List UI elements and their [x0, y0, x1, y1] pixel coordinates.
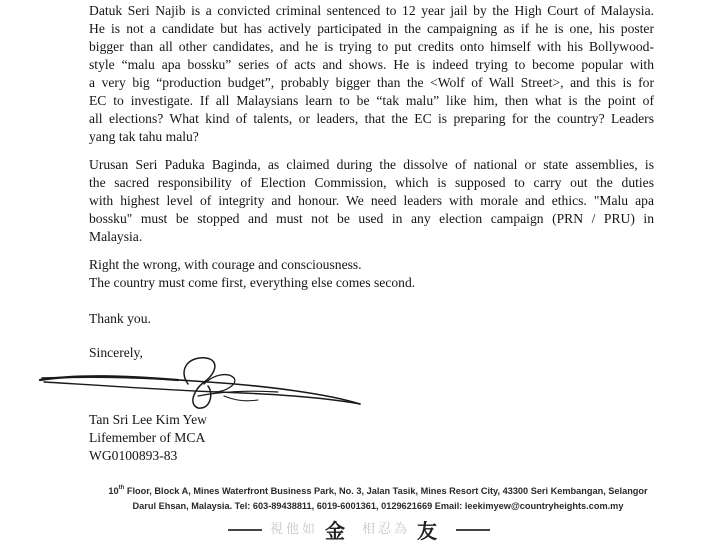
paragraph-line: a very big “production budget”, probably bigger than the <Wolf of Wall Street>, and this is for — [89, 75, 654, 90]
address-text: Floor, Block A, Mines Waterfront Business Park, No. 3, Jalan Tasik, Mines Resort City, 43300 Seri Kembangan, Selangor — [124, 486, 648, 496]
motto-bold-left: 金 — [325, 519, 345, 543]
paragraph-line: Datuk Seri Najib is a convicted criminal sentenced to 12 year jail by the High Court of Malaysia. — [89, 3, 654, 18]
signatory-name: Tan Sri Lee Kim Yew — [89, 412, 207, 427]
paragraph-line: all elections? What kind of talents, or leaders, that the EC is preparing for the country? Leaders — [89, 111, 654, 126]
handwritten-signature — [38, 352, 368, 412]
paragraph-najib — [89, 2, 654, 146]
paragraph-line: Urusan Seri Paduka Baginda, as claimed during the dissolve of national or state assemblies, is — [89, 157, 654, 172]
motto-left-dash — [228, 529, 262, 531]
paragraph-line: Malaysia. — [89, 229, 143, 244]
letterhead-footer — [88, 484, 668, 514]
paragraph-line: style “malu apa bossku” series of acts and shows. He is indeed trying to become popular with — [89, 57, 654, 72]
motto-bold-right: 友 — [417, 519, 437, 543]
floor-number: 10 — [108, 486, 119, 496]
paragraph-line: The country must come first, everything else comes second. — [89, 275, 416, 290]
motto-faint-right: 相忍為 — [362, 522, 411, 537]
chinese-motto-stamp — [228, 514, 528, 544]
paragraph-right-the-wrong — [89, 256, 654, 292]
motto-right-dash — [456, 529, 490, 531]
paragraph-line: bossku" must be stopped and must not be used in any election campaign (PRN / PRU) in — [89, 211, 654, 226]
paragraph-line: yang tak tahu malu? — [89, 129, 199, 144]
closing-sincerely: Sincerely, — [89, 345, 143, 360]
closing-thanks: Thank you. — [89, 311, 151, 326]
signatory-id: WG0100893-83 — [89, 448, 178, 463]
paragraph-election-commission — [89, 156, 654, 246]
paragraph-line: with highest level of integrity and honour. We need leaders with morale and ethics. "Malu apa — [89, 193, 654, 208]
signatory-title: Lifemember of MCA — [89, 430, 206, 445]
paragraph-line: Right the wrong, with courage and consciousness. — [89, 257, 362, 272]
footer-contact-line: Darul Ehsan, Malaysia. Tel: 603-89438811, 6019-6001361, 0129621669 Email: leekimyew@countryheights.com.my — [132, 501, 624, 511]
floor-suffix: th — [118, 485, 125, 491]
footer-address-line — [88, 484, 668, 499]
paragraph-line: bigger than all other candidates, and he is trying to put credits onto himself with his Bollywood- — [89, 39, 654, 54]
signatory-block — [89, 411, 207, 465]
paragraph-line: the sacred responsibility of Election Commission, which is supposed to carry out the duties — [89, 175, 654, 190]
paragraph-line: EC to investigate. If all Malaysians learn to be “tak malu” like him, then what is the point of — [89, 93, 654, 108]
paragraph-line: He is not a candidate but has actively participated in the campaigning as if he is one, his poster — [89, 21, 654, 36]
motto-faint-left: 視他如 — [270, 522, 319, 537]
